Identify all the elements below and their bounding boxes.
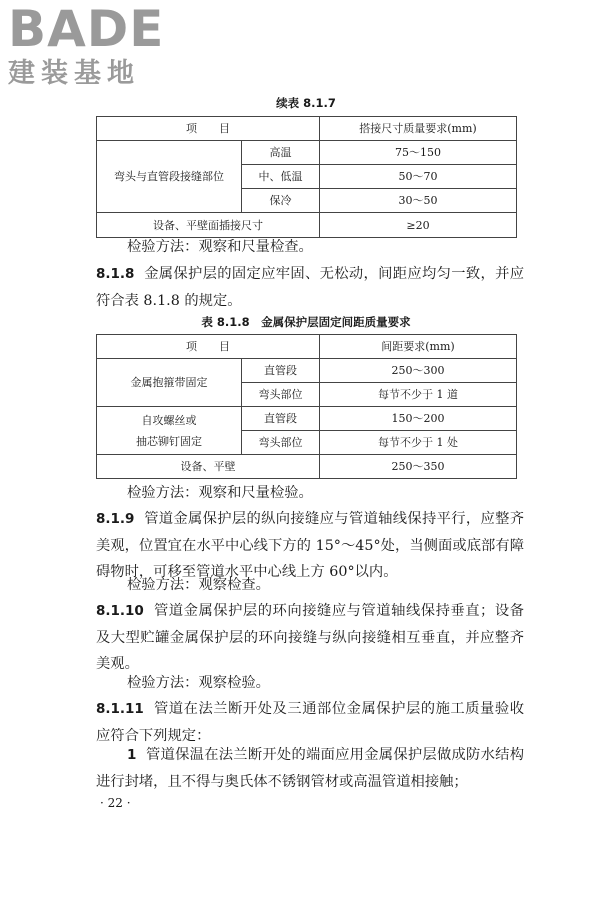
table-header-row	[97, 335, 517, 359]
table-cell: 弯头部位	[242, 431, 320, 455]
clause-8-1-8	[96, 261, 524, 314]
table2	[96, 334, 517, 479]
table-cell: 设备、平壁	[97, 455, 320, 479]
table-header-row	[97, 117, 517, 141]
logo-wordmark: BADE	[8, 0, 165, 58]
table-header-cell: 项 目	[97, 117, 320, 141]
clause-number: 8.1.9	[96, 511, 135, 527]
clause-number: 8.1.10	[96, 603, 144, 619]
table-cell: 250～350	[320, 455, 517, 479]
table-row	[97, 359, 517, 383]
list-item-number: 1	[127, 747, 137, 763]
table-group-label: 金属抱箍带固定	[97, 359, 242, 407]
clause-text: 管道金属保护层的纵向接缝应与管道轴线保持平行，应整齐美观，位置宜在水平中心线下方的 15°～45°处，当侧面或底部有障碍物时，可移至管道水平中心线上方 60°以内。	[96, 511, 525, 580]
table1	[96, 116, 517, 238]
inspection-method-3: 检验方法：观察检查。	[127, 577, 270, 593]
table-cell: ≥20	[320, 213, 517, 238]
table-cell: 中、低温	[242, 165, 320, 189]
table-cell: 每节不少于 1 处	[320, 431, 517, 455]
clause-8-1-10	[96, 598, 524, 678]
clause-text: 管道金属保护层的环向接缝应与管道轴线保持垂直；设备及大型贮罐金属保护层的环向接缝与纵向接缝相互垂直，并应整齐美观。	[96, 603, 524, 672]
table-row	[97, 407, 517, 431]
table1-caption: 续表 8.1.7	[276, 96, 336, 110]
table-cell: 设备、平壁面插接尺寸	[97, 213, 320, 238]
list-item-text: 管道保温在法兰断开处的端面应用金属保护层做成防水结构进行封堵，且不得与奥氏体不锈钢管材或高温管道相接触；	[96, 747, 524, 790]
list-item-1	[96, 742, 524, 795]
inspection-method-1: 检验方法：观察和尺量检查。	[127, 239, 313, 255]
table-row	[97, 141, 517, 165]
table-group-label: 弯头与直管段接缝部位	[97, 141, 242, 213]
table-cell: 75～150	[320, 141, 517, 165]
logo	[8, 0, 165, 90]
table-cell: 250～300	[320, 359, 517, 383]
page-number: · 22 ·	[100, 796, 131, 810]
table-row	[97, 455, 517, 479]
table-group-label	[97, 407, 242, 455]
table-cell: 高温	[242, 141, 320, 165]
inspection-method-2: 检验方法：观察和尺量检验。	[127, 485, 313, 501]
clause-number: 8.1.8	[96, 266, 135, 282]
table-header-cell: 间距要求(mm)	[320, 335, 517, 359]
table-group-label-line: 自攻螺丝或	[141, 413, 197, 427]
table-cell: 直管段	[242, 359, 320, 383]
table-cell: 30～50	[320, 189, 517, 213]
table-cell: 直管段	[242, 407, 320, 431]
table-cell: 保冷	[242, 189, 320, 213]
table-header-cell: 项 目	[97, 335, 320, 359]
clause-text: 管道在法兰断开处及三通部位金属保护层的施工质量验收应符合下列规定：	[96, 701, 524, 744]
clause-number: 8.1.11	[96, 701, 144, 717]
logo-subtitle: 建装基地	[8, 58, 140, 89]
table-header-cell: 搭接尺寸质量要求(mm)	[320, 117, 517, 141]
clause-text: 金属保护层的固定应牢固、无松动，间距应均匀一致，并应符合表 8.1.8 的规定。	[96, 266, 525, 309]
table-cell: 50～70	[320, 165, 517, 189]
inspection-method-4: 检验方法：观察检验。	[127, 675, 270, 691]
table2-caption: 表 8.1.8 金属保护层固定间距质量要求	[201, 315, 411, 329]
table-group-label-line: 抽芯铆钉固定	[136, 434, 202, 448]
table-cell: 每节不少于 1 道	[320, 383, 517, 407]
table-cell: 弯头部位	[242, 383, 320, 407]
table-cell: 150～200	[320, 407, 517, 431]
